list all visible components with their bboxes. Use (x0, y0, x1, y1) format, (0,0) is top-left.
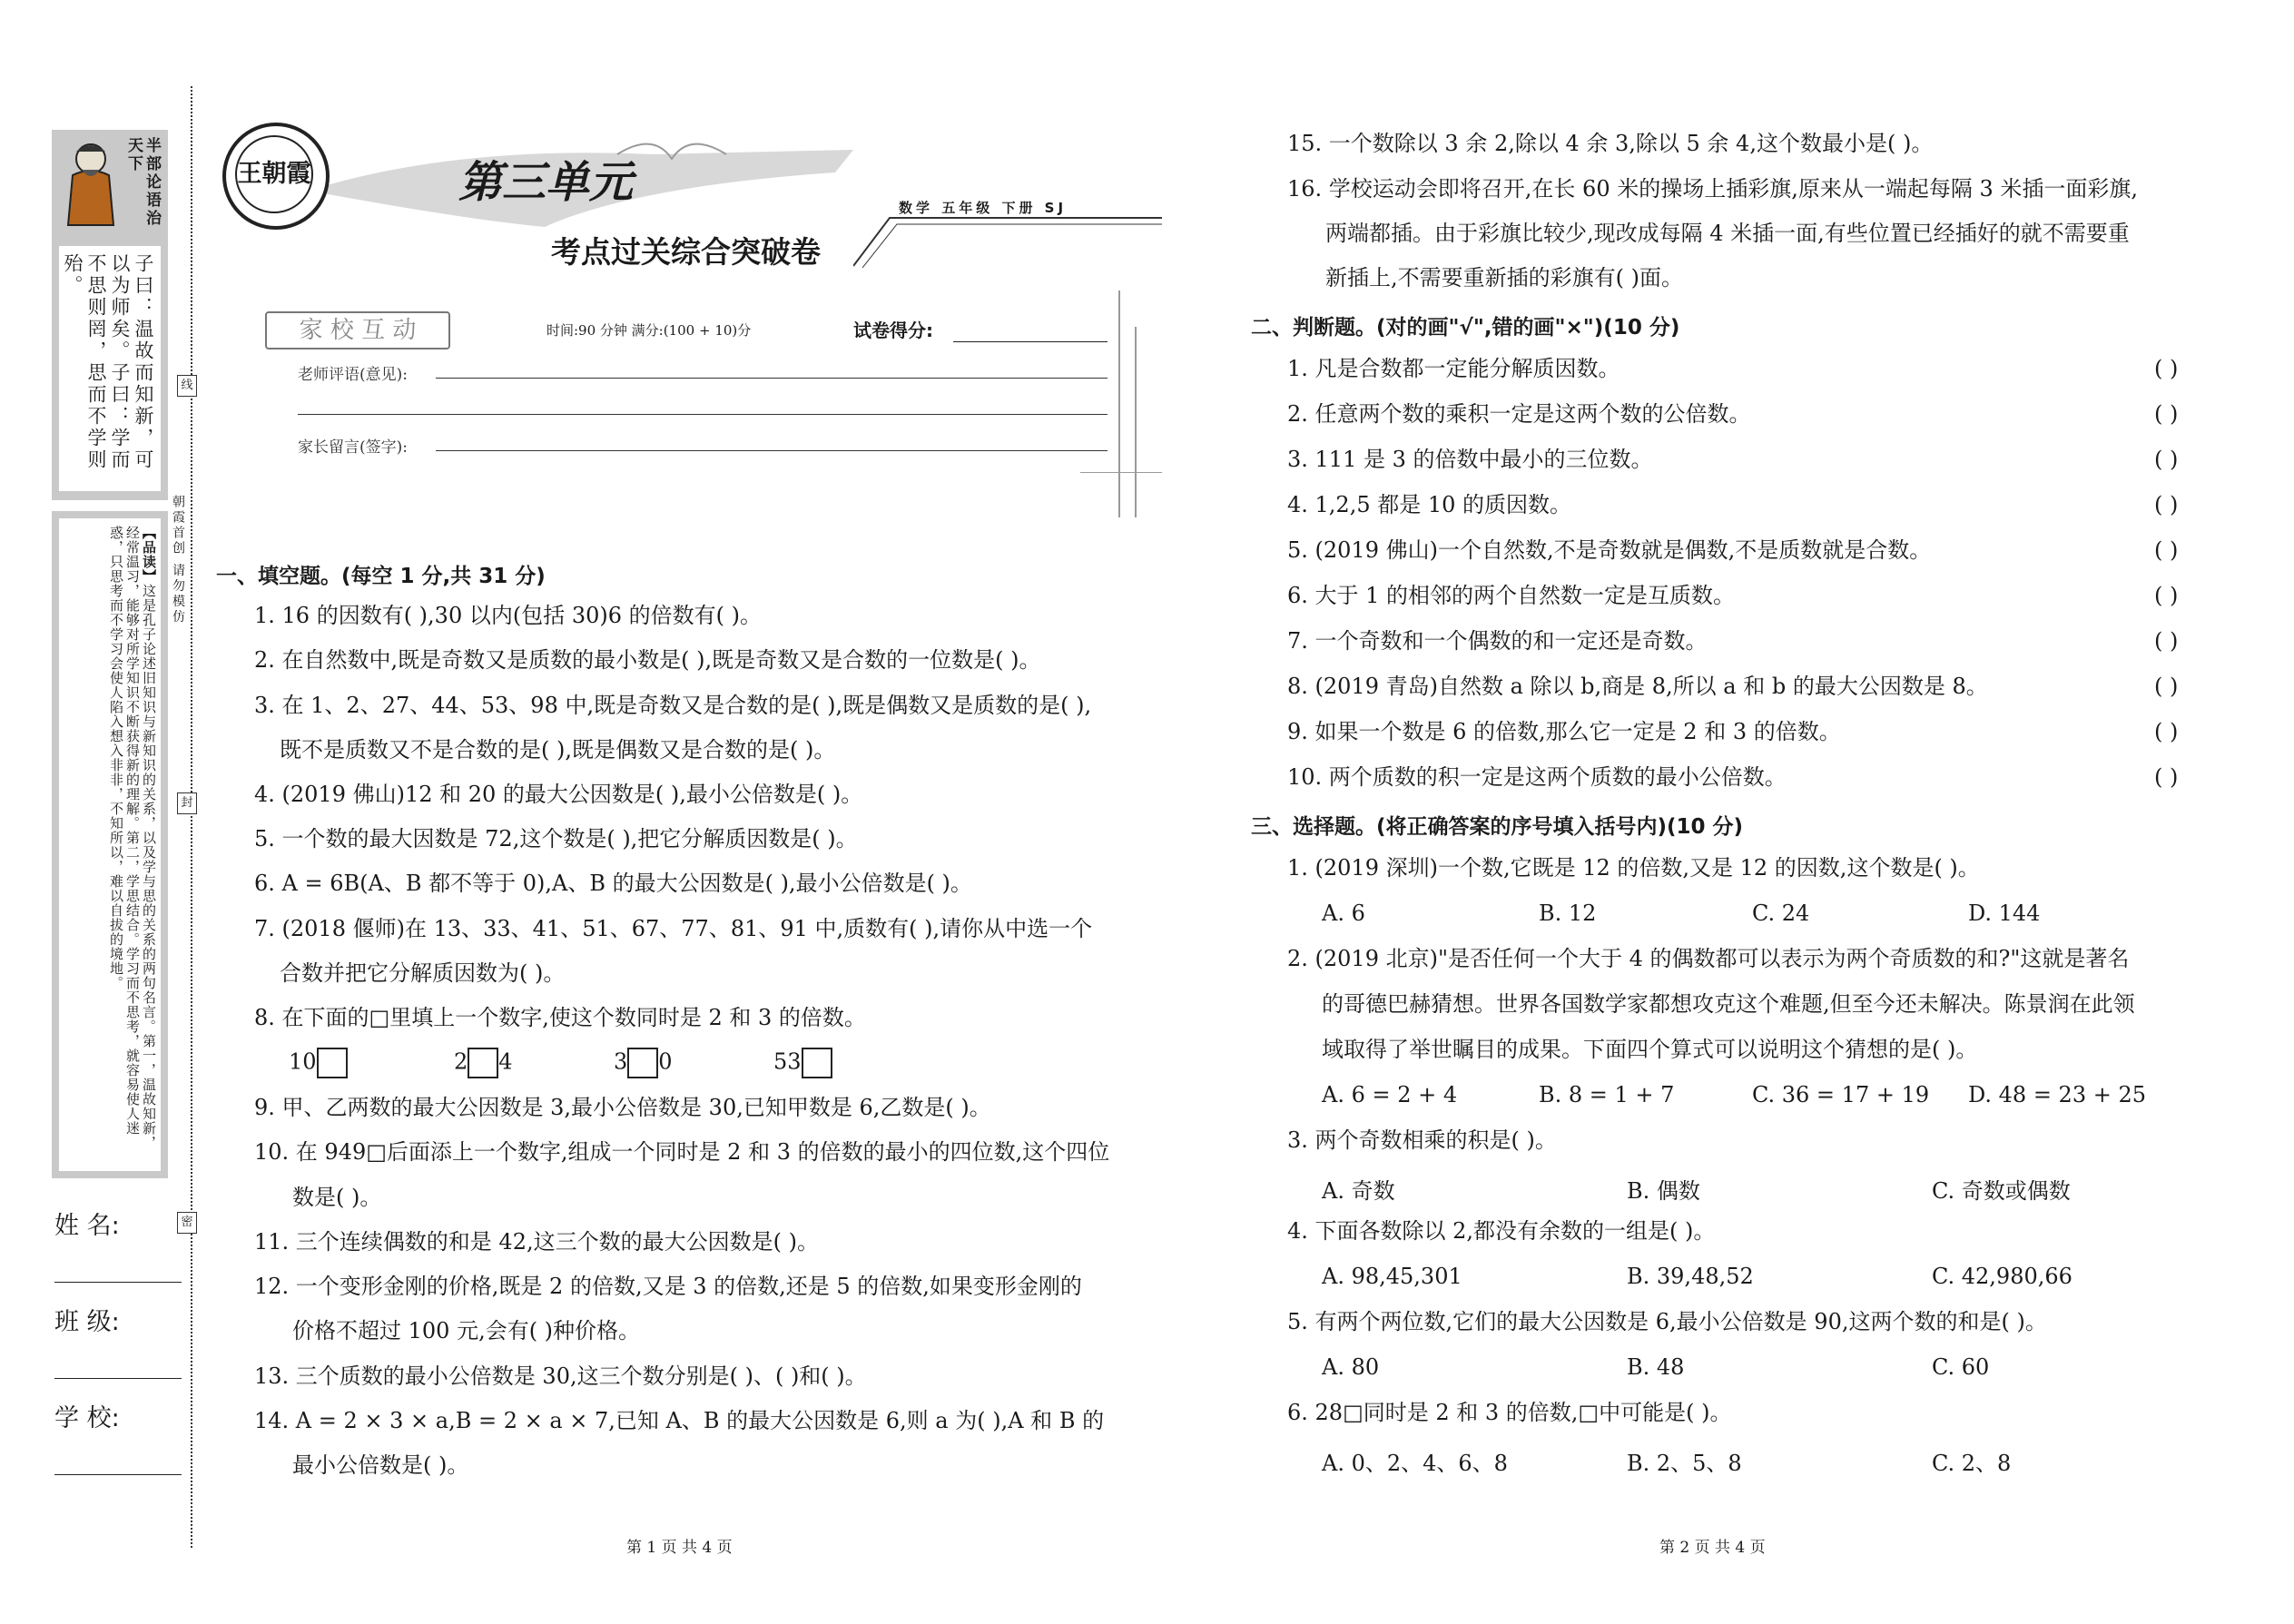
s2-q9: 9. 如果一个数是 6 的倍数,那么它一定是 2 和 3 的倍数。 (1287, 719, 1841, 744)
seal-mark-feng: 封 (177, 792, 197, 814)
fill-box-group-1 (289, 1048, 348, 1078)
s2-answer-paren-3[interactable]: ( ) (2154, 447, 2179, 472)
s1-q3-cont: 既不是质数又不是合数的是( ),既是偶数又是合数的是( )。 (280, 737, 836, 763)
fill-box[interactable] (317, 1048, 348, 1078)
s3-q2-cont-1: 的哥德巴赫猜想。世界各国数学家都想攻克这个难题,但至今还未解决。陈景润在此领 (1322, 991, 2135, 1017)
grade-tag: 数学 五年级 下册 SJ (899, 200, 1068, 216)
s1-q5: 5. 一个数的最大因数是 72,这个数是( ),把它分解质因数是( )。 (254, 826, 858, 851)
s2-q2: 2. 任意两个数的乘积一定是这两个数的公倍数。 (1287, 401, 1751, 427)
s3-q2: 2. (2019 北京)"是否任何一个大于 4 的偶数都可以表示为两个奇质数的和?"这就是著名 (1287, 946, 2130, 971)
fill-box[interactable] (802, 1048, 832, 1078)
exam-subtitle: 考点过关综合突破卷 (551, 234, 821, 270)
s3-q4: 4. 下面各数除以 2,都没有余数的一组是( )。 (1287, 1218, 1716, 1244)
s1-q16-cont-1: 两端都插。由于彩旗比较少,现改成每隔 4 米插一面,有些位置已经插好的就不需要重 (1325, 221, 2130, 246)
quote-panel (52, 130, 168, 500)
page-footer-right: 第 2 页 共 4 页 (1659, 1539, 1766, 1557)
s1-q8: 8. 在下面的□里填上一个数字,使这个数同时是 2 和 3 的倍数。 (254, 1005, 866, 1030)
fill-box-suffix: 0 (658, 1048, 673, 1075)
s2-answer-paren-5[interactable]: ( ) (2154, 537, 2179, 563)
fill-box-prefix: 10 (289, 1048, 317, 1075)
s3-q1: 1. (2019 深圳)一个数,它既是 12 的倍数,又是 12 的因数,这个数是( )。 (1287, 855, 1980, 881)
side-note: 朝霞首创 请勿模仿 (171, 495, 185, 625)
s1-q3: 3. 在 1、2、27、44、53、98 中,既是奇数又是合数的是( ),既是偶数又是质数的是( ), (254, 693, 1092, 718)
fill-box[interactable] (627, 1048, 658, 1078)
s3-q1-option-b[interactable]: B. 12 (1539, 901, 1597, 926)
fill-box-prefix: 2 (454, 1048, 468, 1075)
decorative-vertical-line-2 (1135, 327, 1137, 517)
s3-q6-option-a[interactable]: A. 0、2、4、6、8 (1322, 1451, 1508, 1476)
s2-answer-paren-9[interactable]: ( ) (2154, 719, 2179, 744)
s1-q9: 9. 甲、乙两数的最大公因数是 3,最小公倍数是 30,已知甲数是 6,乙数是( )。 (254, 1095, 991, 1120)
s3-q2-option-a[interactable]: A. 6 = 2 + 4 (1322, 1082, 1458, 1107)
s3-q4-option-a[interactable]: A. 98,45,301 (1322, 1264, 1462, 1289)
s1-q6: 6. A = 6B(A、B 都不等于 0),A、B 的最大公因数是( ),最小公倍数是( )。 (254, 871, 972, 896)
name-label: 姓 名: (54, 1212, 120, 1240)
s1-q14: 14. A = 2 × 3 × a,B = 2 × a × 7,已知 A、B 的最大公因数是 6,则 a 为( ),A 和 B 的 (254, 1408, 1105, 1433)
s2-q7: 7. 一个奇数和一个偶数的和一定还是奇数。 (1287, 628, 1708, 654)
s3-q2-option-d[interactable]: D. 48 = 23 + 25 (1968, 1082, 2146, 1107)
s2-answer-paren-7[interactable]: ( ) (2154, 628, 2179, 654)
s3-q5-option-a[interactable]: A. 80 (1322, 1354, 1380, 1380)
confucius-quote: 子曰：温故而知新，可以为师矣。子曰：学而不思则罔，思而不学则殆。 (62, 253, 154, 471)
s1-q16-cont-2: 新插上,不需要重新插的彩旗有( )面。 (1325, 265, 1683, 290)
parent-message-label: 家长留言(签字): (298, 438, 408, 457)
brand-logo (222, 123, 330, 230)
name-field-line[interactable] (54, 1282, 182, 1283)
logo-text: 王朝霞 (235, 135, 313, 213)
time-score-info: 时间:90 分钟 满分:(100 + 10)分 (546, 322, 752, 339)
reading-panel (52, 511, 168, 1178)
decorative-vertical-line (1118, 290, 1120, 517)
s2-answer-paren-2[interactable]: ( ) (2154, 401, 2179, 427)
reading-text (108, 526, 157, 1161)
fill-box-suffix: 4 (498, 1048, 513, 1075)
score-field-line[interactable] (953, 341, 1108, 342)
motto-text: 半部论语治天下 (124, 137, 161, 228)
binding-fold-line (191, 86, 192, 1548)
seal-mark-xian: 线 (177, 375, 197, 397)
section2-title: 二、判断题。(对的画"√",错的画"×")(10 分) (1251, 316, 1680, 340)
s1-q7-cont: 合数并把它分解质因数为( )。 (280, 960, 566, 986)
s1-q16: 16. 学校运动会即将召开,在长 60 米的操场上插彩旗,原来从一端起每隔 3 米插一面彩旗, (1287, 176, 2139, 202)
confucius-mascot-icon (59, 139, 123, 230)
s1-q13: 13. 三个质数的最小公倍数是 30,这三个数分别是( )、( )和( )。 (254, 1363, 867, 1389)
class-field-line[interactable] (54, 1378, 182, 1379)
reading-inner-box (59, 518, 161, 1171)
s2-q3: 3. 111 是 3 的倍数中最小的三位数。 (1287, 447, 1653, 472)
fill-box-prefix: 3 (614, 1048, 628, 1075)
s2-answer-paren-6[interactable]: ( ) (2154, 583, 2179, 608)
section3-title: 三、选择题。(将正确答案的序号填入括号内)(10 分) (1251, 815, 1744, 839)
s3-q2-option-b[interactable]: B. 8 = 1 + 7 (1539, 1082, 1675, 1107)
parent-message-line[interactable] (436, 450, 1108, 451)
s3-q2-cont-2: 域取得了举世瞩目的成果。下面四个算式可以说明这个猜想的是( )。 (1322, 1037, 1978, 1062)
fill-box-group-3 (614, 1048, 673, 1078)
s3-q1-option-a[interactable]: A. 6 (1322, 901, 1365, 926)
s3-q3: 3. 两个奇数相乘的积是( )。 (1287, 1127, 1557, 1153)
reading-label: 【品读】 (141, 526, 157, 584)
s3-q6: 6. 28□同时是 2 和 3 的倍数,□中可能是( )。 (1287, 1400, 1732, 1425)
fill-box-prefix: 53 (773, 1048, 802, 1075)
s3-q2-option-c[interactable]: C. 36 = 17 + 19 (1752, 1082, 1930, 1107)
school-field-line[interactable] (54, 1474, 182, 1475)
s1-q1: 1. 16 的因数有( ),30 以内(包括 30)6 的倍数有( )。 (254, 603, 762, 628)
seal-mark-mi: 密 (177, 1212, 197, 1234)
s1-q12-cont: 价格不超过 100 元,会有( )种价格。 (292, 1318, 641, 1343)
s1-q10-cont: 数是( )。 (292, 1185, 382, 1210)
s1-q14-cont: 最小公倍数是( )。 (292, 1452, 469, 1478)
s3-q5-option-b[interactable]: B. 48 (1627, 1354, 1685, 1380)
teacher-comment-line-2[interactable] (298, 414, 1108, 415)
home-school-badge: 家 校 互 动 (265, 311, 450, 349)
school-label: 学 校: (54, 1404, 120, 1432)
s3-q4-option-c[interactable]: C. 42,980,66 (1932, 1264, 2072, 1289)
s3-q5: 5. 有两个两位数,它们的最大公因数是 6,最小公倍数是 90,这两个数的和是( )。 (1287, 1309, 2047, 1334)
s3-q6-option-b[interactable]: B. 2、5、8 (1627, 1451, 1742, 1476)
class-label: 班 级: (54, 1308, 120, 1336)
quote-inner-box (59, 246, 161, 491)
s2-answer-paren-8[interactable]: ( ) (2154, 674, 2179, 699)
s1-q15: 15. 一个数除以 3 余 2,除以 4 余 3,除以 5 余 4,这个数最小是( )。 (1287, 131, 1934, 156)
unit-title: 第三单元 (458, 157, 634, 208)
s3-q5-option-c[interactable]: C. 60 (1932, 1354, 1990, 1380)
s3-q1-option-d[interactable]: D. 144 (1968, 901, 2041, 926)
s3-q4-option-b[interactable]: B. 39,48,52 (1627, 1264, 1754, 1289)
s3-q3-option-a[interactable]: A. 奇数 (1322, 1178, 1395, 1204)
s1-q12: 12. 一个变形金刚的价格,既是 2 的倍数,又是 3 的倍数,还是 5 的倍数,如果变形金刚的 (254, 1274, 1082, 1299)
s3-q6-option-c[interactable]: C. 2、8 (1932, 1451, 2012, 1476)
s1-q11: 11. 三个连续偶数的和是 42,这三个数的最大公因数是( )。 (254, 1229, 819, 1255)
s2-answer-paren-4[interactable]: ( ) (2154, 492, 2179, 517)
s1-q7: 7. (2018 偃师)在 13、33、41、51、67、77、81、91 中,质数有( ),请你从中选一个 (254, 916, 1093, 941)
decorative-horizontal-line (1080, 472, 1162, 473)
fill-box[interactable] (468, 1048, 498, 1078)
teacher-comment-line-1[interactable] (436, 378, 1108, 379)
s2-q1: 1. 凡是合数都一定能分解质因数。 (1287, 356, 1620, 381)
page-footer-left: 第 1 页 共 4 页 (626, 1539, 733, 1557)
s2-q6: 6. 大于 1 的相邻的两个自然数一定是互质数。 (1287, 583, 1736, 608)
s1-q4: 4. (2019 佛山)12 和 20 的最大公因数是( ),最小公倍数是( )。 (254, 782, 863, 807)
s1-q2: 2. 在自然数中,既是奇数又是质数的最小数是( ),既是奇数又是合数的一位数是( )。 (254, 647, 1041, 673)
s2-q5: 5. (2019 佛山)一个自然数,不是奇数就是偶数,不是质数就是合数。 (1287, 537, 1932, 563)
s2-q4: 4. 1,2,5 都是 10 的质因数。 (1287, 492, 1572, 517)
s3-q1-option-c[interactable]: C. 24 (1752, 901, 1810, 926)
fill-box-group-4 (773, 1048, 832, 1078)
s2-q8: 8. (2019 青岛)自然数 a 除以 b,商是 8,所以 a 和 b 的最大公因数是 8。 (1287, 674, 1988, 699)
fill-box-group-2 (454, 1048, 513, 1078)
score-label: 试卷得分: (853, 320, 933, 341)
section1-title: 一、填空题。(每空 1 分,共 31 分) (216, 565, 546, 588)
s3-q3-option-c[interactable]: C. 奇数或偶数 (1932, 1178, 2071, 1204)
s1-q10: 10. 在 949□后面添上一个数字,组成一个同时是 2 和 3 的倍数的最小的四位数,这个四位 (254, 1139, 1110, 1165)
teacher-comment-label: 老师评语(意见): (298, 366, 408, 384)
s2-q10: 10. 两个质数的积一定是这两个质数的最小公倍数。 (1287, 764, 1787, 790)
s2-answer-paren-10[interactable]: ( ) (2154, 764, 2179, 790)
s3-q3-option-b[interactable]: B. 偶数 (1627, 1178, 1700, 1204)
reading-body: 这是孔子论述旧知识与新知识的关系，以及学与思的关系的两句名言。第一，温故知新，经常温习，能够对所学知识不断获得新的理解。第二，学思结合。学习而不思考，就容易使人迷惑，只思考而不学习会使人陷入想入非非，不知所以，难以自拔的境地。 (108, 526, 157, 1150)
s2-answer-paren-1[interactable]: ( ) (2154, 356, 2179, 381)
